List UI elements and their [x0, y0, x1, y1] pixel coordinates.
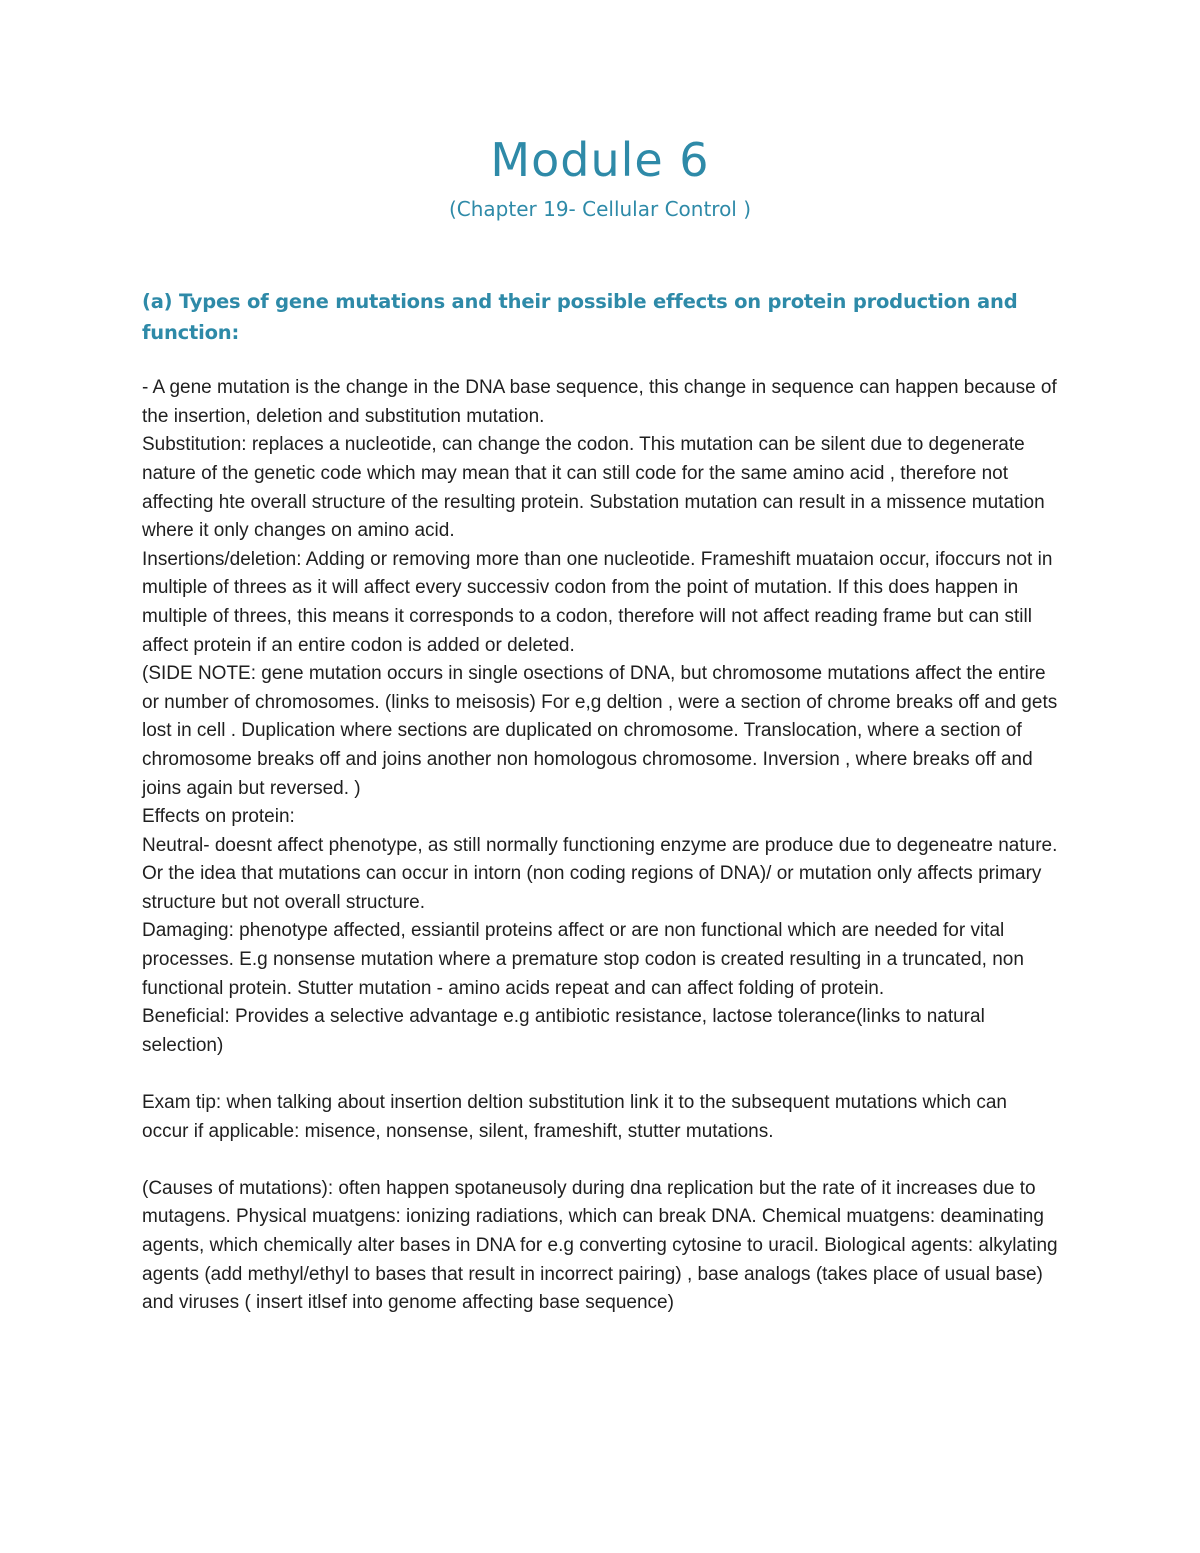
exam-tip: Exam tip: when talking about insertion deltion substitution link it to the subsequent mutations which can occur if applicable: misence, nonsense, silent, frameshift, stutter mutations. — [142, 1092, 1008, 1142]
page-title: Module 6 — [490, 133, 710, 187]
page-subtitle: (Chapter 19- Cellular Control ) — [448, 197, 752, 222]
paragraph-neutral: Neutral- doesnt affect phenotype, as still normally functioning enzyme are produce due to degeneatre nature. Or the idea that mutations can occur in intorn (non coding regions of DNA)/ or mutation only affects primary structure but not overall structure. — [142, 834, 1058, 913]
paragraph-causes: (Causes of mutations): often happen spotaneusoly during dna replication but the rate of it increases due to mutagens. Physical muatgens: ionizing radiations, which can break DNA. Chemical muatgens: deaminating agents, which chemically alter bases in DNA for e.g converting cytosine to uracil. Biological agents: alkylating agents (add methyl/ethyl to bases that result in incorrect pairing) , base analogs (takes place of usual base) and viruses ( insert itlsef into genome affecting base sequence) — [142, 1177, 1058, 1314]
paragraph-beneficial: Beneficial: Provides a selective advantage e.g antibiotic resistance, lactose tolerance(links to natural selection) — [142, 1006, 985, 1056]
paragraph-damaging: Damaging: phenotype affected, essiantil proteins affect or are non functional which are needed for vital processes. E.g nonsense mutation where a premature stop codon is created resulting in a truncated, non functional protein. Stutter mutation - amino acids repeat and can affect folding of protein. — [142, 920, 1024, 999]
paragraph-spacer — [142, 1060, 1058, 1089]
paragraph-spacer — [142, 1146, 1058, 1175]
paragraph-gene-mutation: - A gene mutation is the change in the DNA base sequence, this change in sequence can happen because of the insertion, deletion and substitution mutation. — [142, 377, 1057, 427]
paragraph-insertions-deletion: Insertions/deletion: Adding or removing more than one nucleotide. Frameshift muataion occur, ifoccurs not in multiple of threes as it will affect every successiv codon from the point of mutation. If this does happen in multiple of threes, this means it corresponds to a codon, therefore will not affect reading frame but can still affect protein if an entire codon is added or deleted. — [142, 548, 1053, 656]
paragraph-side-note: (SIDE NOTE: gene mutation occurs in single osections of DNA, but chromosome mutations affect the entire or number of chromosomes. (links to meisosis) For e,g deltion , were a section of chrome breaks off and gets lost in cell . Duplication where sections are duplicated on chromosome. Translocation, where a section of chromosome breaks off and joins another non homologous chromosome. Inversion , where breaks off and joins again but reversed. ) — [142, 663, 1058, 799]
paragraph-effects-heading: Effects on protein: — [142, 806, 295, 828]
paragraph-substitution: Substitution: replaces a nucleotide, can change the codon. This mutation can be silent due to degenerate nature of the genetic code which may mean that it can still code for the same amino acid , therefore not affecting hte overall structure of the resulting protein. Substation mutation can result in a missence mutation where it only changes on amino acid. — [142, 434, 1045, 542]
section-heading: (a) Types of gene mutations and their possible effects on protein production and function: — [142, 290, 1018, 345]
document-body — [142, 374, 1058, 1318]
